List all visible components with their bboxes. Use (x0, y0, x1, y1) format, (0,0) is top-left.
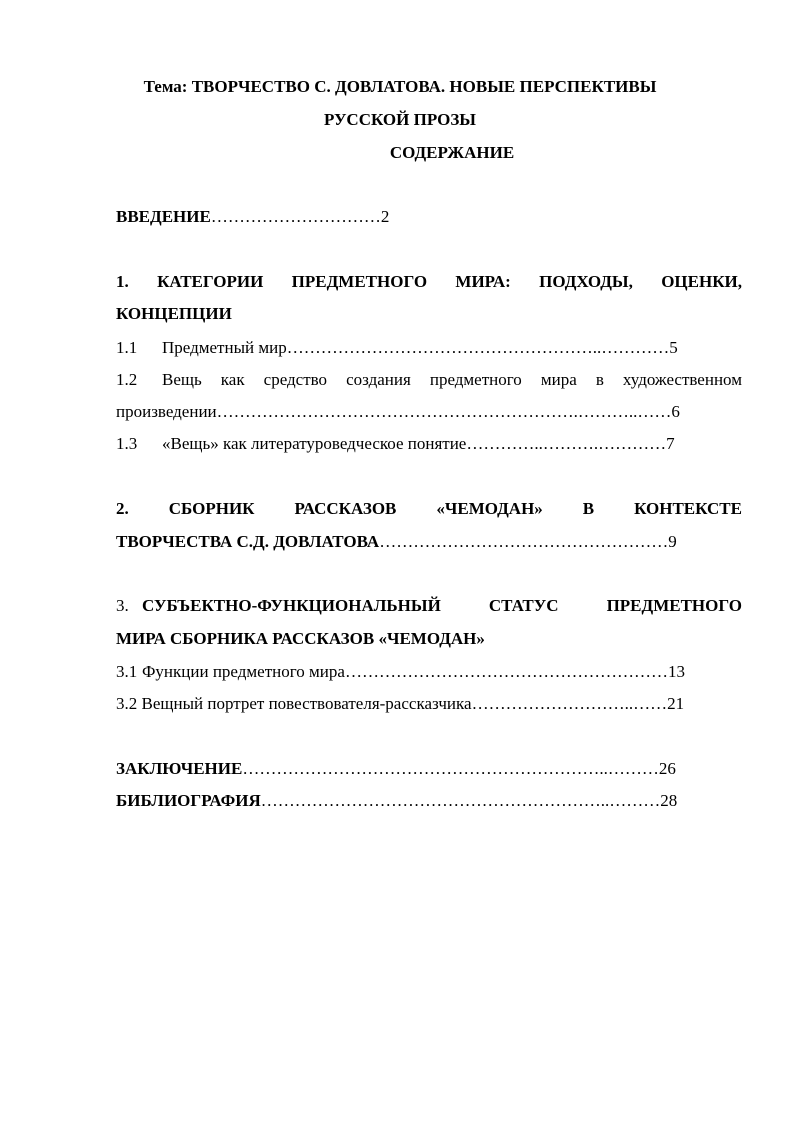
title-line-2: РУССКОЙ ПРОЗЫ (324, 110, 476, 129)
toc-1-2-title-line-1: Вещь как средство создания предметного мира в художественном (162, 370, 742, 389)
toc-ch3-num: 3. (116, 596, 129, 615)
toc-3-2-title: Вещный портрет повествователя-рассказчика (141, 694, 472, 713)
toc-bibliography-leader: ……………………………………………………..……… (260, 791, 661, 810)
contents-heading: СОДЕРЖАНИЕ (389, 143, 515, 162)
toc-3-1-page: 13 (667, 662, 685, 681)
toc-ch1-title-line-1[interactable]: 1. КАТЕГОРИИ ПРЕДМЕТНОГО МИРА: ПОДХОДЫ, ОЦЕНКИ, (116, 272, 742, 291)
toc-ch2-line-2[interactable] (116, 532, 742, 552)
toc-ch2-leader: …………………………………………… (379, 532, 669, 551)
toc-1-3-page: 7 (666, 434, 675, 453)
toc-conclusion-leader: ………………………………………………………..……… (242, 759, 659, 778)
toc-ch2-page: 9 (668, 532, 677, 551)
toc-intro-leader: ………………………… (210, 207, 381, 226)
toc-1-2-num: 1.2 (116, 370, 138, 389)
toc-entry-intro[interactable] (116, 207, 742, 227)
toc-3-1-title: Функции предметного мира (142, 662, 345, 681)
toc-1-3-title: «Вещь» как литературоведческое понятие (162, 434, 467, 453)
title-line-1: Тема: ТВОРЧЕСТВО С. ДОВЛАТОВА. НОВЫЕ ПЕРСПЕКТИВЫ (143, 77, 657, 96)
toc-ch1-title-line-2: КОНЦЕПЦИИ (116, 304, 232, 323)
toc-1-2-page: 6 (671, 402, 680, 421)
toc-ch3-title-line-1: СУБЪЕКТНО-ФУНКЦИОНАЛЬНЫЙ СТАТУС ПРЕДМЕТНОГО (142, 596, 742, 615)
toc-ch2-title-line-2: ТВОРЧЕСТВА С.Д. ДОВЛАТОВА (116, 532, 380, 551)
toc-conclusion-page: 26 (658, 759, 676, 778)
toc-3-1-num: 3.1 (116, 662, 138, 681)
toc-entry-conclusion[interactable] (116, 759, 742, 779)
toc-intro-title: ВВЕДЕНИЕ (116, 207, 211, 226)
toc-1-3-num: 1.3 (116, 434, 138, 453)
toc-1-2-title-line-2: произведении (116, 402, 217, 421)
toc-entry-1-2-cont[interactable] (116, 402, 742, 422)
toc-3-1-leader: ………………………………………………… (344, 662, 668, 681)
toc-3-2-page: 21 (667, 694, 685, 713)
toc-1-1-leader: ………………………………………………..………… (286, 338, 670, 357)
toc-entry-1-2[interactable] (116, 370, 742, 390)
toc-entry-3-2[interactable] (116, 694, 742, 714)
toc-ch3-title-line-2: МИРА СБОРНИКА РАССКАЗОВ «ЧЕМОДАН» (116, 629, 485, 648)
toc-bibliography-title: БИБЛИОГРАФИЯ (116, 791, 261, 810)
toc-1-1-num: 1.1 (116, 338, 138, 357)
toc-1-3-leader: …………..……….………… (466, 434, 667, 453)
toc-1-2-leader: ……………………………………………………….………..…… (216, 402, 672, 421)
toc-entry-1-1[interactable] (116, 338, 742, 358)
toc-conclusion-title: ЗАКЛЮЧЕНИЕ (116, 759, 243, 778)
toc-3-2-num: 3.2 (116, 694, 138, 713)
toc-entry-bibliography[interactable] (116, 791, 742, 811)
toc-1-1-title: Предметный мир (162, 338, 287, 357)
toc-3-2-leader: ………………………..…… (471, 694, 668, 713)
toc-1-1-page: 5 (669, 338, 678, 357)
toc-ch2-title-line-1[interactable]: 2. СБОРНИК РАССКАЗОВ «ЧЕМОДАН» В КОНТЕКСТЕ (116, 499, 742, 518)
toc-bibliography-page: 28 (660, 791, 678, 810)
toc-entry-1-3[interactable] (116, 434, 742, 454)
toc-ch3-line-1[interactable] (116, 596, 742, 616)
toc-intro-page: 2 (380, 207, 390, 226)
toc-entry-3-1[interactable] (116, 662, 742, 682)
